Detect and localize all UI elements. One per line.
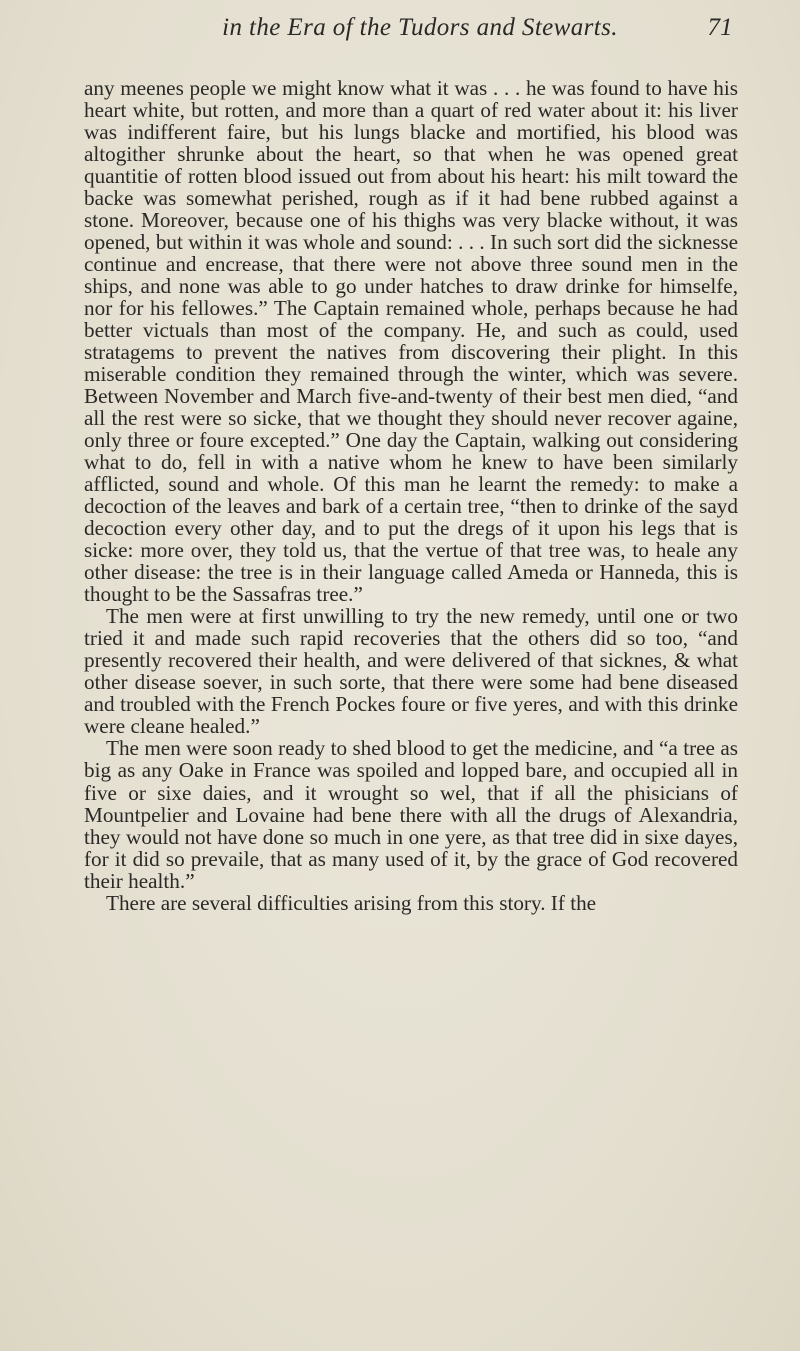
paragraph-1: any meenes people we might know what it was . . . he was found to have his heart white, but rotten, and more than a quart of red water about it: his liver was indifferent faire, but his lungs blacke and mortified, his blood was altogither shrunke about the heart, so that when he was opened great quantitie of rotten blood issued out from about his heart: his milt toward the backe was somewhat perished, rough as if it had bene rubbed against a stone. Moreover, because one of his thighs was very blacke without, it was opened, but within it was whole and sound: . . . In such sort did the sicknesse continue and encrease, that there were not above three sound men in the ships, and none was able to go under hatches to draw drinke for himselfe, nor for his fellowes.” The Captain remained whole, perhaps because he had better victuals than most of the company. He, and such as could, used stratagems to prevent the natives from discovering their plight. In this miserable condition they remained through the winter, which was severe. Between November and March five-and-twenty of their best men died, “and all the rest were so sicke, that we thought they should never recover againe, only three or foure excepted.” One day the Captain, walking out considering what to do, fell in with a native whom he knew to have been similarly afflicted, sound and whole. Of this man he learnt the remedy: to make a decoction of the leaves and bark of a certain tree, “then to drinke of the sayd decoction every other day, and to put the dregs of it upon his legs that is sicke: more over, they told us, that the vertue of that tree was, to heale any other disease: the tree is in their language called Ameda or Hanneda, this is thought to be the Sassafras tree.”	[84, 76, 738, 607]
paragraph-2: The men were at first unwilling to try the new remedy, until one or two tried it and made such rapid recoveries that the others did so too, “and presently recovered their health, and were delivered of that sicknes, & what other disease soever, in such sorte, that there were some had bene diseased and troubled with the French Pockes foure or five yeres, and with this drinke were cleane healed.”	[84, 604, 738, 739]
paragraph-4: There are several difficulties arising from this story. If the	[106, 890, 597, 915]
running-head	[0, 10, 800, 54]
body-text	[84, 77, 738, 914]
paragraph-3: The men were soon ready to shed blood to get the medicine, and “a tree as big as any Oake in France was spoiled and lopped bare, and occupied all in five or sixe daies, and it wrought so wel, that if all the phisicians of Mountpelier and Lovaine had bene there with all the drugs of Alexandria, they would not have done so much in one yere, as that tree did in sixe dayes, for it did so prevaile, that as many used of it, by the grace of God recovered their health.”	[84, 736, 738, 893]
page-number: 71	[707, 14, 733, 41]
running-title: in the Era of the Tudors and Stewarts.	[222, 14, 618, 41]
